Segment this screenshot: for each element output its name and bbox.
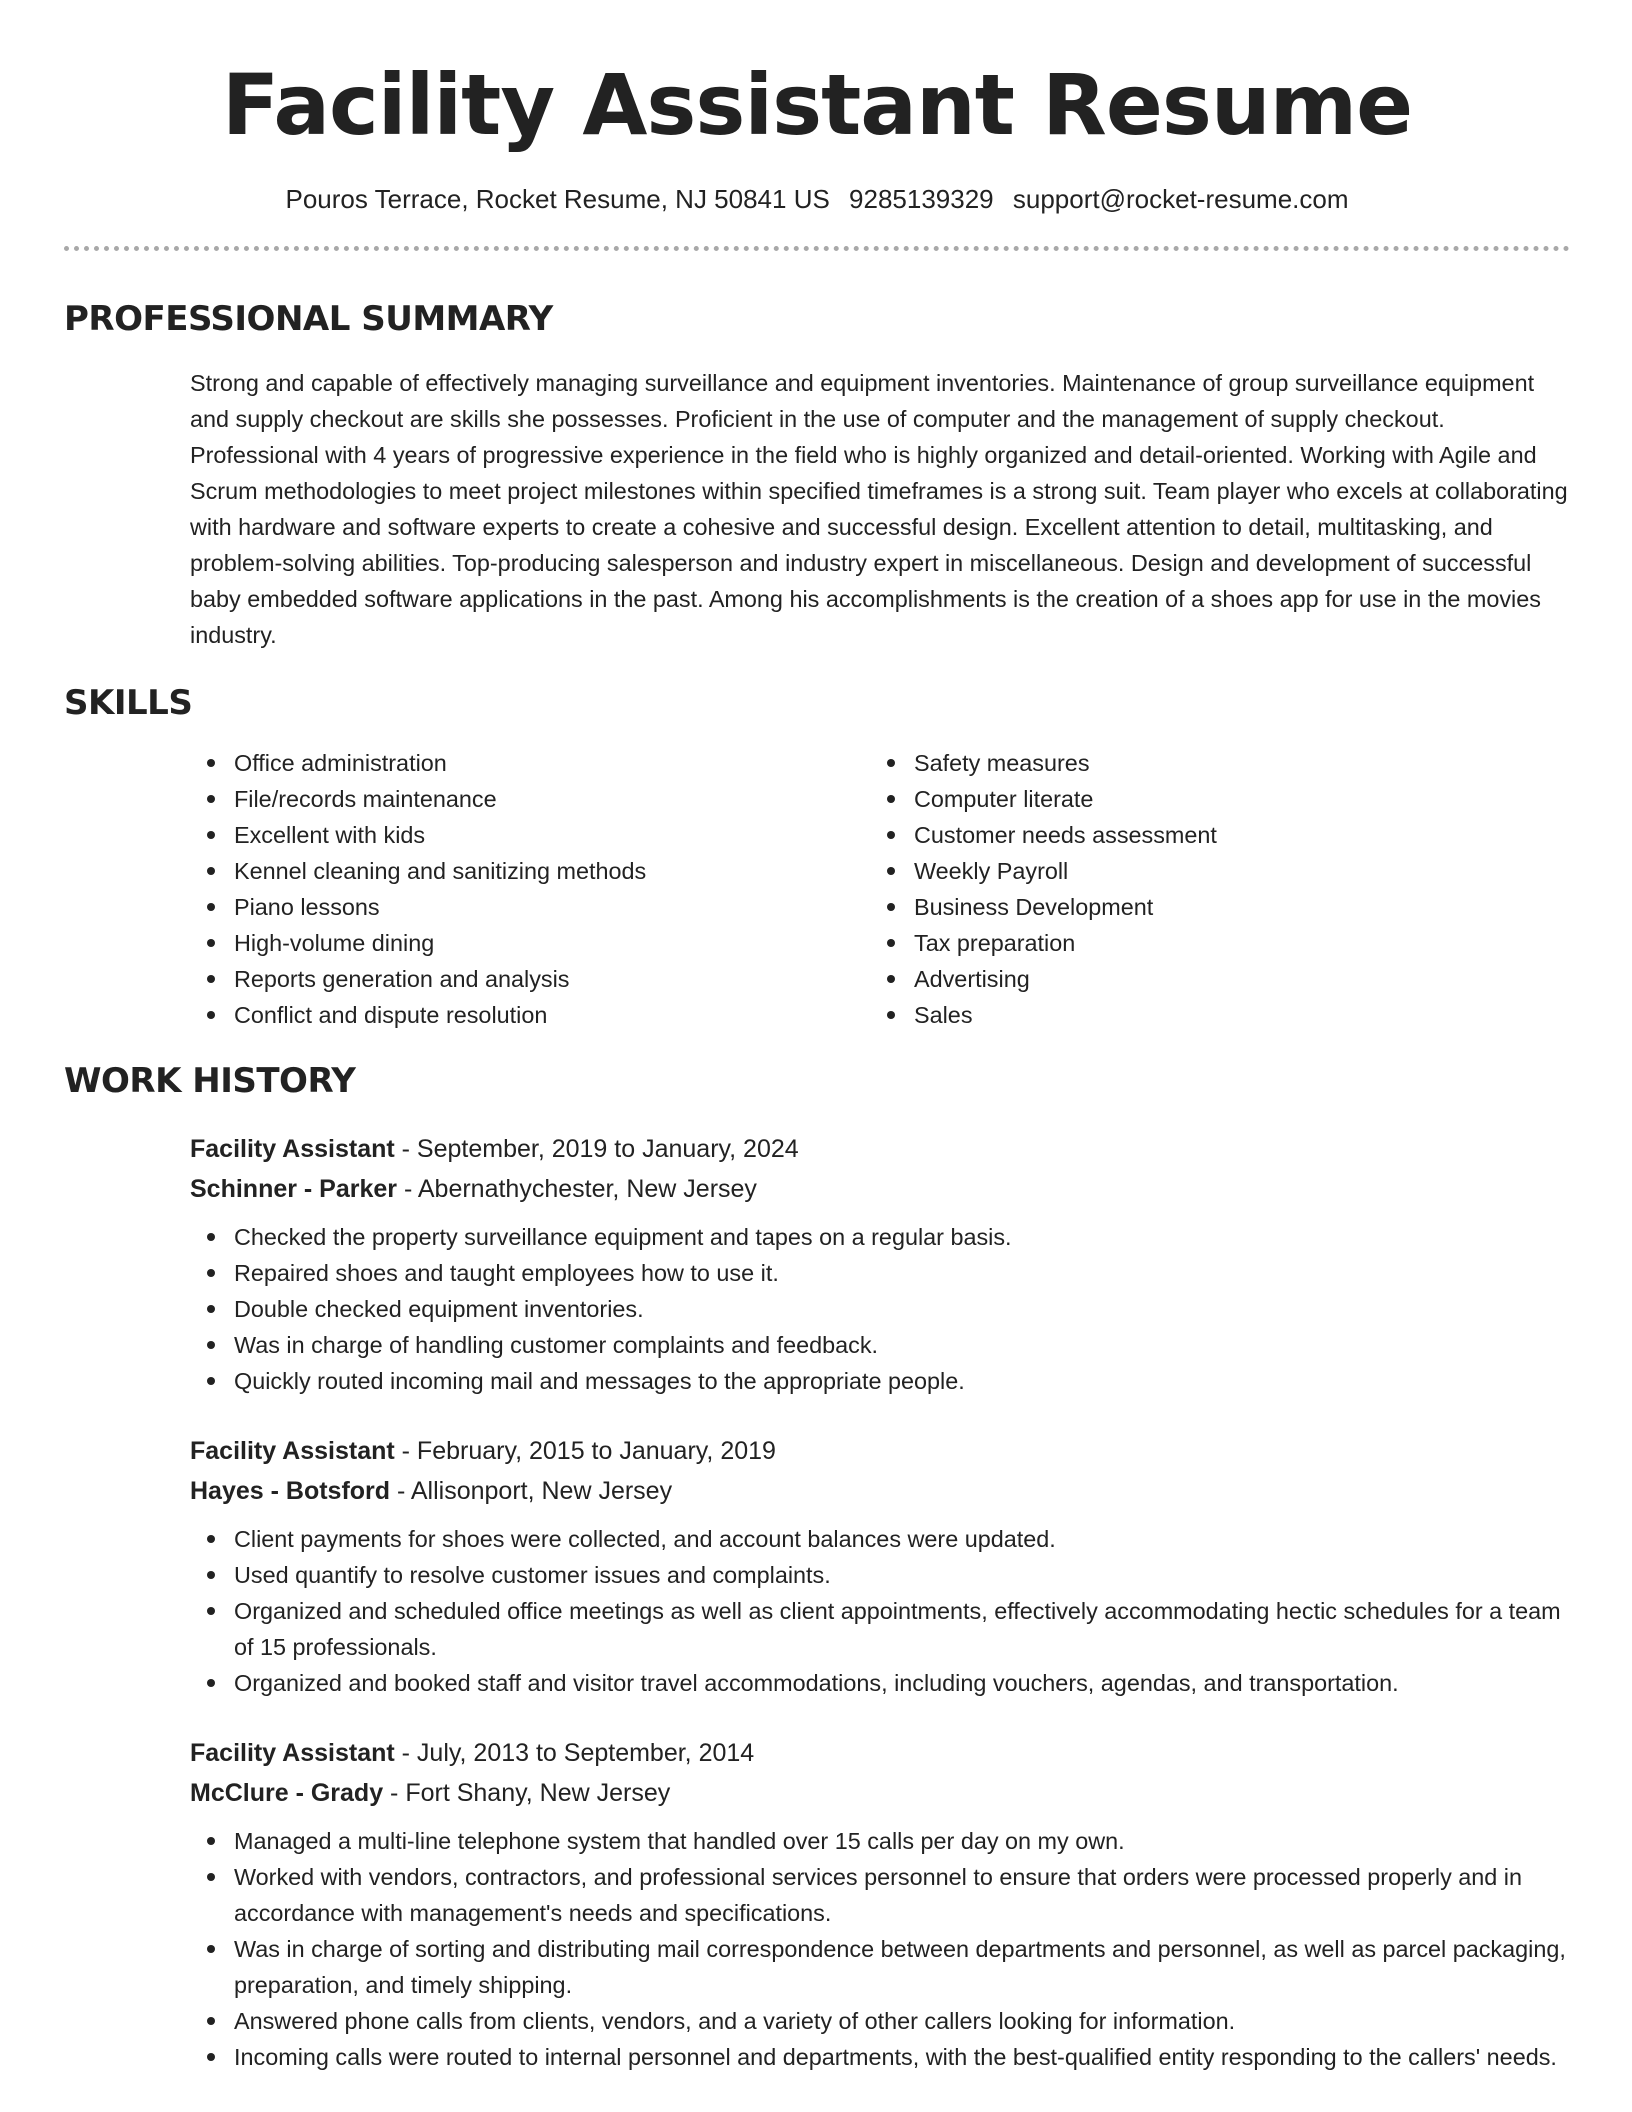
resume-page bbox=[64, 0, 1570, 2075]
skill-item: Tax preparation bbox=[870, 925, 1550, 961]
header-divider bbox=[64, 246, 1570, 251]
job-duty: Used quantify to resolve customer issues and complaints. bbox=[190, 1557, 1570, 1593]
skill-item: Sales bbox=[870, 997, 1550, 1033]
job-company-line bbox=[190, 1773, 1570, 1813]
job-role: Facility Assistant bbox=[190, 1437, 395, 1465]
resume-title: Facility Assistant Resume bbox=[221, 56, 1413, 154]
job-dates: - September, 2019 to January, 2024 bbox=[394, 1135, 799, 1163]
section-title-skills: SKILLS bbox=[64, 683, 193, 723]
job-duty: Quickly routed incoming mail and messages to the appropriate people. bbox=[190, 1363, 1570, 1399]
contact-email: support@rocket-resume.com bbox=[1012, 184, 1349, 214]
job-role-line bbox=[190, 1733, 1570, 1773]
job-duty: Worked with vendors, contractors, and professional services personnel to ensure that orders were processed properly and in accordance with management's needs and specifications. bbox=[190, 1859, 1570, 1931]
skill-item: Piano lessons bbox=[190, 889, 870, 925]
skill-item: Conflict and dispute resolution bbox=[190, 997, 870, 1033]
job-dates: - February, 2015 to January, 2019 bbox=[394, 1437, 776, 1465]
skill-item: Reports generation and analysis bbox=[190, 961, 870, 997]
skill-item: Safety measures bbox=[870, 745, 1550, 781]
job-role: Facility Assistant bbox=[190, 1739, 395, 1767]
job-company: Schinner - Parker bbox=[190, 1175, 398, 1203]
job-duty: Was in charge of handling customer complaints and feedback. bbox=[190, 1327, 1570, 1363]
job-duty: Client payments for shoes were collected, and account balances were updated. bbox=[190, 1521, 1570, 1557]
job-duty: Was in charge of sorting and distributing mail correspondence between departments and personnel, as well as parcel packaging, preparation, and timely shipping. bbox=[190, 1931, 1570, 2003]
job-duty: Incoming calls were routed to internal personnel and departments, with the best-qualified entity responding to the callers' needs. bbox=[190, 2039, 1570, 2075]
job-duty: Organized and booked staff and visitor travel accommodations, including vouchers, agendas, and transportation. bbox=[190, 1665, 1570, 1701]
job-role-line bbox=[190, 1431, 1570, 1471]
section-title-work-history: WORK HISTORY bbox=[64, 1061, 356, 1101]
job-company-line bbox=[190, 1169, 1570, 1209]
skill-item: Excellent with kids bbox=[190, 817, 870, 853]
job-duty: Double checked equipment inventories. bbox=[190, 1291, 1570, 1327]
job-entry bbox=[190, 1431, 1570, 1701]
skill-item: Kennel cleaning and sanitizing methods bbox=[190, 853, 870, 889]
job-duties bbox=[190, 1521, 1570, 1701]
skill-item: Computer literate bbox=[870, 781, 1550, 817]
contact-address: Pouros Terrace, Rocket Resume, NJ 50841 US bbox=[285, 184, 830, 214]
skill-item: Customer needs assessment bbox=[870, 817, 1550, 853]
job-duty: Managed a multi-line telephone system that handled over 15 calls per day on my own. bbox=[190, 1823, 1570, 1859]
skill-item: File/records maintenance bbox=[190, 781, 870, 817]
contact-phone: 9285139329 bbox=[849, 184, 994, 214]
section-title-summary: PROFESSIONAL SUMMARY bbox=[64, 299, 553, 339]
job-duty: Repaired shoes and taught employees how to use it. bbox=[190, 1255, 1570, 1291]
job-company: McClure - Grady bbox=[190, 1779, 384, 1807]
job-role: Facility Assistant bbox=[190, 1135, 395, 1163]
skill-item: Advertising bbox=[870, 961, 1550, 997]
skill-item: Weekly Payroll bbox=[870, 853, 1550, 889]
skill-item: High-volume dining bbox=[190, 925, 870, 961]
job-duty: Checked the property surveillance equipment and tapes on a regular basis. bbox=[190, 1219, 1570, 1255]
job-role-line bbox=[190, 1129, 1570, 1169]
job-location: - Abernathychester, New Jersey bbox=[397, 1175, 757, 1203]
summary-text: Strong and capable of effectively managing surveillance and equipment inventories. Maintenance of group surveillance equipment and supply checkout are skills she possesses. Proficient in the use of computer and the management of supply checkout. Professional with 4 years of progressive experience in the field who is highly organized and detail-oriented. Working with Agile and Scrum methodologies to meet project milestones within specified timeframes is a strong suit. Team player who excels at collaborating with hardware and software experts to create a cohesive and successful design. Excellent attention to detail, multitasking, and problem-solving abilities. Top-producing salesperson and industry expert in miscellaneous. Design and development of successful baby embedded software applications in the past. Among his accomplishments is the creation of a shoes app for use in the movies industry. bbox=[190, 370, 1568, 648]
skill-item: Office administration bbox=[190, 745, 870, 781]
job-company: Hayes - Botsford bbox=[190, 1477, 391, 1505]
contact-line bbox=[64, 182, 1570, 216]
job-entry bbox=[190, 1129, 1570, 1399]
job-duties bbox=[190, 1823, 1570, 2075]
job-company-line bbox=[190, 1471, 1570, 1511]
skill-item: Business Development bbox=[870, 889, 1550, 925]
job-duty: Answered phone calls from clients, vendors, and a variety of other callers looking for information. bbox=[190, 2003, 1570, 2039]
job-location: - Allisonport, New Jersey bbox=[390, 1477, 673, 1505]
skills-column-left bbox=[190, 745, 870, 1033]
job-duty: Organized and scheduled office meetings as well as client appointments, effectively accommodating hectic schedules for a team of 15 professionals. bbox=[190, 1593, 1570, 1665]
skills-list bbox=[190, 745, 1570, 1033]
job-entry bbox=[190, 1733, 1570, 2075]
job-duties bbox=[190, 1219, 1570, 1399]
job-location: - Fort Shany, New Jersey bbox=[383, 1779, 671, 1807]
job-dates: - July, 2013 to September, 2014 bbox=[394, 1739, 755, 1767]
skills-column-right bbox=[870, 745, 1550, 1033]
